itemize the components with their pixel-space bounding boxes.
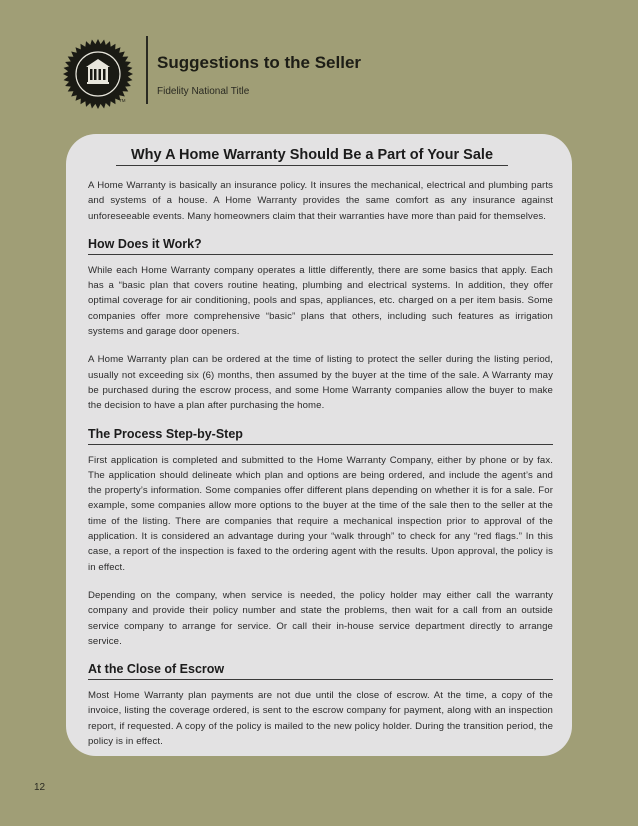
header-divider	[146, 36, 148, 104]
section-paragraph: Depending on the company, when service is needed, the policy holder may either call the warranty company and provide their policy number and state the problems, then wait for a call from an outside service company to arrange for service. Or call their in-house service department directly to arrange service.	[88, 589, 553, 647]
section-heading-close-of-escrow: At the Close of Escrow	[88, 662, 553, 680]
section-paragraph: A Home Warranty plan can be ordered at the time of listing to protect the seller during the listing period, usually not exceeding six (6) months, then assumed by the buyer at the time of the sale. A Warranty may be purchased during the escrow process, and some Home Warranty companies allow the buyer to make the decision to have a plan after purchasing the home.	[88, 354, 553, 412]
trademark-mark: TM	[119, 98, 126, 103]
page-subtitle: Fidelity National Title	[157, 86, 250, 97]
intro-paragraph: A Home Warranty is basically an insurance policy. It insures the mechanical, electrical and plumbing parts and systems of a house. A Home Warranty provides the same comfort as any insurance against unforeseeable events. Many homeowners claim that their warranties have more than paid for themselves.	[88, 180, 553, 222]
section-paragraph: While each Home Warranty company operates a little differently, there are some basics that apply. Each has a “basic plan that covers routine heating, plumbing and electrical systems. In addition, they offer optimal coverage for air conditioning, pools and spas, appliances, etc. charged on a per item basis. Some companies offer more comprehensive “basic” plans that others, including such features as irrigation systems and garage door openers.	[88, 264, 553, 338]
page-title: Suggestions to the Seller	[157, 53, 362, 72]
section-heading-how-it-works: How Does it Work?	[88, 237, 553, 255]
section-heading-process: The Process Step-by-Step	[88, 427, 553, 445]
article	[88, 147, 553, 762]
section-paragraph: Most Home Warranty plan payments are not due until the close of escrow. At the time, a copy of the invoice, listing the coverage ordered, is sent to the escrow company for payment, along with an inspection report, if requested. A copy of the policy is mailed to the new policy holder. During the transition period, the policy is in effect.	[88, 690, 553, 748]
page-number: 12	[34, 782, 46, 793]
article-title: Why A Home Warranty Should Be a Part of Your Sale	[116, 147, 508, 166]
section-paragraph: First application is completed and submitted to the Home Warranty Company, either by phone or by fax. The application should delineate which plan and options are being ordered, and include the agent’s and the property’s information. Some companies offer different plans depending on whether it is for a sale. For example, some companies allow more options to the buyer at the time of the sale then to the seller at the time of the listing. There are companies that require a mechanical inspection prior to approval of the application. It is considered an advantage during your “walk through” to check for any “red flags.” In this case, a report of the inspection is faxed to the ordering agent with the results. Upon approval, the policy is in effect.	[88, 454, 553, 573]
company-seal-logo	[62, 38, 134, 110]
